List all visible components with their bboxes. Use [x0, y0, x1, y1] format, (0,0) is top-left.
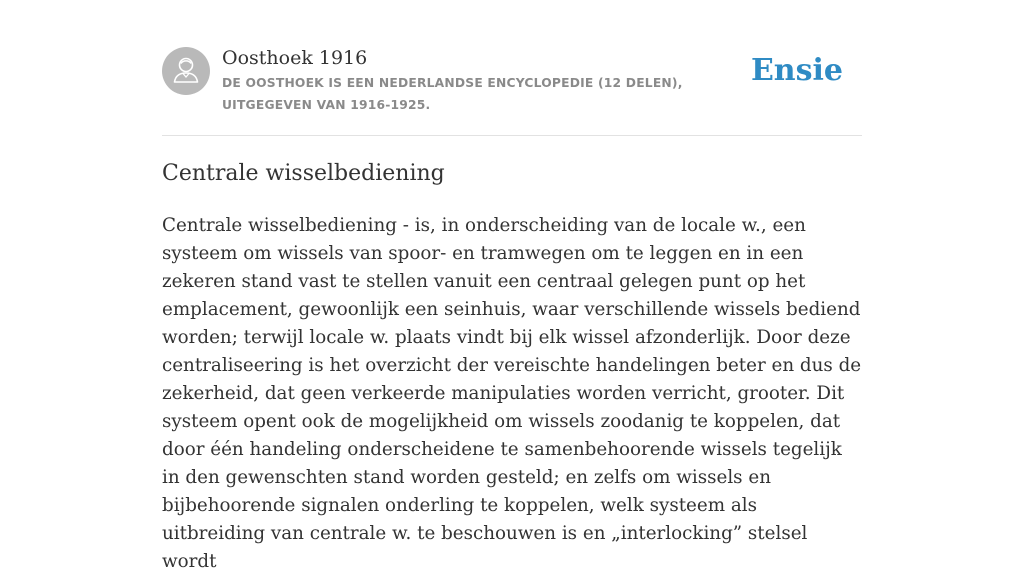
source-title[interactable]: Oosthoek 1916	[222, 47, 368, 69]
ensie-logo-link[interactable]: Ensie	[750, 53, 843, 88]
article-body: Centrale wisselbediening - is, in onderscheiding van de locale w., een systeem om wissels van spoor- en tramwegen om te leggen en in een zekeren stand vast te stellen vanuit een centraal gelegen punt op het emplacement, gewoonlijk een seinhuis, waar verschillende wissels bediend worden; terwijl locale w. plaats vindt bij elk wissel afzonderlijk. Door deze centraliseering is het overzicht der vereischte handelingen beter en dus de zekerheid, dat geen verkeerde manipulaties worden verricht, grooter. Dit systeem opent ook de mogelijkheid om wissels zoodanig te koppelen, dat door één handeling onderscheidene te samenbehoorende wissels tegelijk in den gewenschten stand worden gesteld; en zelfs om wissels en bijbehoorende signalen onderling te koppelen, welk systeem als uitbreiding van centrale w. te beschouwen is en „interlocking” stelsel wordt	[162, 215, 862, 572]
source-header	[162, 46, 862, 116]
avatar[interactable]	[162, 47, 210, 95]
source-description: DE OOSTHOEK IS EEN NEDERLANDSE ENCYCLOPEDIE (12 DELEN), UITGEGEVEN VAN 1916-1925.	[222, 76, 683, 112]
header-divider	[162, 135, 862, 136]
article-title: Centrale wisselbediening	[162, 161, 445, 186]
person-icon	[162, 47, 210, 95]
